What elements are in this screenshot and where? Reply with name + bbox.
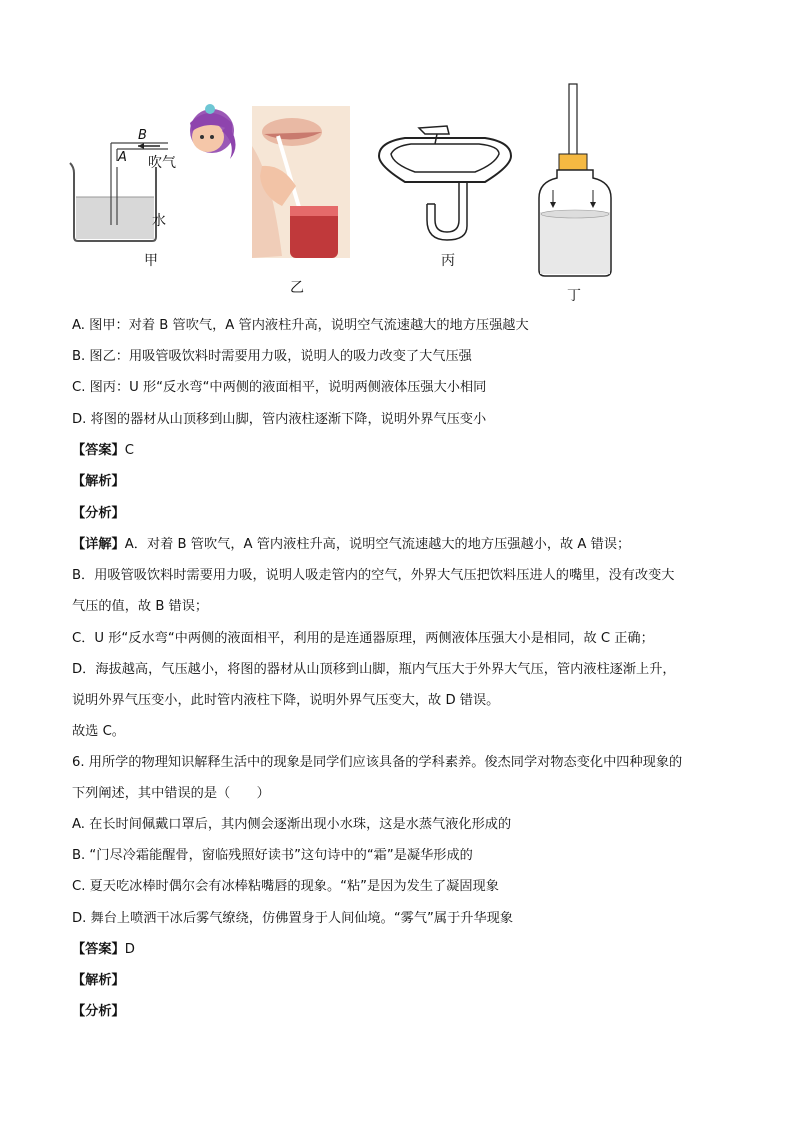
q5-option-c: C. 图丙：U 形“反水弯“中两侧的液面相平，说明两侧液体压强大小相同: [72, 380, 487, 395]
q6-option-d: D. 舞台上喷洒干冰后雾气缭绕，仿佛置身于人间仙境。“雾气”属于升华现象: [72, 911, 514, 926]
q6-answer-tag: 【答案】: [72, 942, 125, 957]
q6-option-c: C. 夏天吃冰棒时偶尔会有冰棒粘嘴唇的现象。“粘”是因为发生了凝固现象: [72, 879, 499, 894]
q5-detail-tag: 【详解】: [72, 537, 125, 552]
girl-illustration: [190, 104, 236, 159]
q6-option-b: B. “门尽冷霜能醒骨，窗临残照好读书”这句诗中的“霜”是凝华形成的: [72, 848, 473, 863]
q5-detail-line-1: [72, 535, 630, 555]
q6-stem-line-1: 6. 用所学的物理知识解释生活中的现象是同学们应该具备的学科素养。俊杰同学对物态变化中四种现象的: [72, 755, 683, 770]
label-b: B: [138, 128, 147, 143]
q6-answer-value: D: [124, 942, 135, 957]
q5-answer: [72, 441, 134, 461]
q5-detail-text-1: A．对着 B 管吹气，A 管内液柱升高，说明空气流速越大的地方压强越小，故 A 错误；: [124, 537, 631, 552]
q6-stem-line-2: 下列阐述，其中错误的是（ ）: [72, 786, 270, 801]
q5-analysis-tag: 【解析】: [72, 474, 125, 489]
caption-ding: 丁: [567, 288, 581, 304]
caption-bing: 丙: [441, 253, 455, 269]
q6-analysis-tag: 【解析】: [72, 973, 125, 988]
q5-option-b: B. 图乙：用吸管吸饮料时需要用力吸，说明人的吸力改变了大气压强: [72, 349, 472, 364]
q6-answer: [72, 940, 135, 960]
q5-answer-value: C: [124, 443, 134, 458]
caption-yi: 乙: [290, 280, 304, 296]
figure-ding: [535, 82, 615, 282]
q5-detail-line-5: D．海拔越高，气压越小，将图的器材从山顶移到山脚，瓶内气压大于外界大气压，管内液柱逐渐上升，: [72, 662, 676, 677]
label-water: 水: [152, 213, 166, 229]
q5-detail-line-7: 故选 C。: [72, 724, 125, 739]
q5-detail-line-4: C．U 形“反水弯“中两侧的液面相平，利用的是连通器原理，两侧液体压强大小是相同，故 C 正确；: [72, 631, 654, 646]
q6-fenxi-tag: 【分析】: [72, 1004, 125, 1019]
q5-fenxi-tag: 【分析】: [72, 506, 125, 521]
q5-detail-line-3: 气压的值，故 B 错误；: [72, 599, 209, 614]
caption-jia: 甲: [144, 253, 158, 269]
q5-detail-line-2: B．用吸管吸饮料时需要用力吸，说明人吸走管内的空气，外界大气压把饮料压进人的嘴里，没有改变大: [72, 568, 675, 583]
q5-option-d: D. 将图的器材从山顶移到山脚，管内液柱逐渐下降，说明外界气压变小: [72, 412, 487, 427]
figure-bing: [375, 120, 515, 245]
label-blow: 吹气: [148, 155, 176, 171]
figure-yi-photo: [252, 106, 350, 258]
q6-option-a: A. 在长时间佩戴口罩后，其内侧会逐渐出现小水珠，这是水蒸气液化形成的: [72, 817, 512, 832]
q5-option-a: A. 图甲：对着 B 管吹气，A 管内液柱升高，说明空气流速越大的地方压强越大: [72, 318, 529, 333]
q5-answer-tag: 【答案】: [72, 443, 125, 458]
q5-detail-line-6: 说明外界气压变小，此时管内液柱下降，说明外界气压变大，故 D 错误。: [72, 693, 500, 708]
label-a: A: [118, 150, 127, 165]
figure-jia: [60, 95, 240, 270]
